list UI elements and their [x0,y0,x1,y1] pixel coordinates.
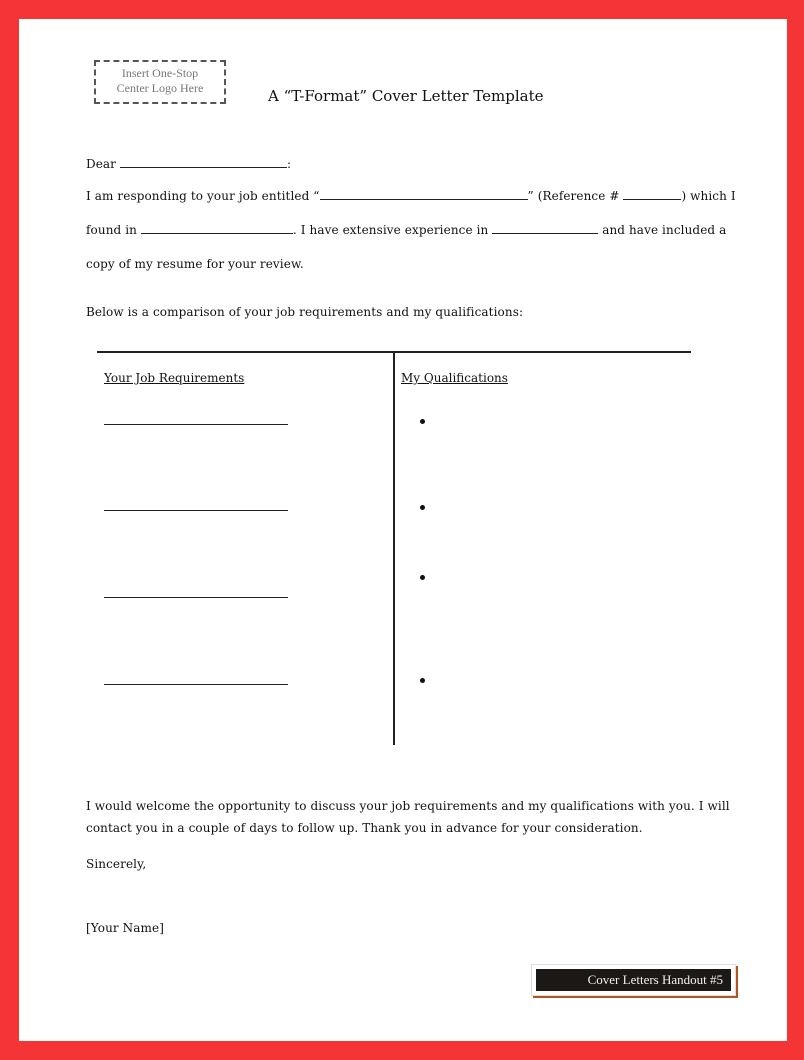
signoff: Sincerely, [86,857,147,871]
job-title-blank [320,189,528,200]
salutation-colon: : [286,157,292,171]
requirement-blank-3 [104,597,288,598]
qualification-bullet-4 [420,678,425,683]
qualification-bullet-3 [420,575,425,580]
reference-number-blank [623,189,681,200]
comparison-intro: Below is a comparison of your job requirements and my qualifications: [86,305,524,319]
document-page [19,19,787,1041]
line2-part-c: and have included a [602,223,727,237]
t-table-vertical-rule [393,352,395,745]
paragraph-line-1 [86,189,736,203]
qualifications-heading: My Qualifications [401,371,508,385]
page-title: A “T-Format” Cover Letter Template [268,87,544,105]
qualification-bullet-1 [420,419,425,424]
salutation-line [86,157,291,171]
recipient-blank [120,157,287,168]
logo-placeholder-line2: Center Logo Here [116,81,204,95]
qualification-bullet-2 [420,505,425,510]
signature-name: [Your Name] [86,921,164,935]
line2-part-a: found in [86,223,137,237]
found-in-blank [141,223,293,234]
line1-part-b: ” (Reference # [527,189,620,203]
closing-line-2: contact you in a couple of days to follow up. Thank you in advance for your consideration. [86,821,643,835]
line1-part-a: I am responding to your job entitled “ [86,189,320,203]
job-requirements-heading: Your Job Requirements [104,371,245,385]
logo-placeholder-line1: Insert One-Stop [121,66,199,80]
requirement-blank-2 [104,510,288,511]
requirement-blank-4 [104,684,288,685]
salutation-text: Dear [86,157,117,171]
handout-label: Cover Letters Handout #5 [536,969,731,991]
closing-line-1: I would welcome the opportunity to discuss your job requirements and my qualifications with you. I will [86,799,730,813]
logo-placeholder [94,60,226,104]
paragraph-line-2 [86,223,726,237]
line2-part-b: . I have extensive experience in [292,223,489,237]
line1-part-c: ) which I [681,189,736,203]
handout-badge [531,964,736,996]
paragraph-line-3: copy of my resume for your review. [86,257,304,271]
requirement-blank-1 [104,424,288,425]
experience-blank [492,223,598,234]
